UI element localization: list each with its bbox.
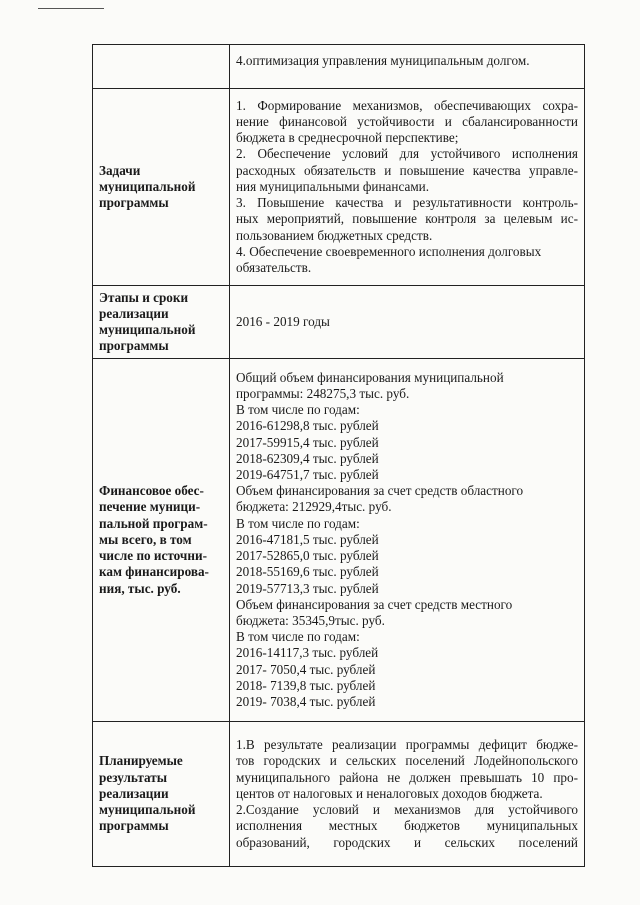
tasks-text-line: нение финансовой устойчивости и сбалансированности: [236, 114, 578, 130]
financing-text-line: бюджета: 35345,9тыс. руб.: [236, 612, 385, 628]
stages-label-line: программы: [99, 338, 169, 354]
financing-label-line: печение муници-: [99, 499, 201, 515]
financing-label-line: кам финансирова-: [99, 564, 209, 580]
financing-content: [230, 359, 585, 722]
financing-text-line: 2018- 7139,8 тыс. рублей: [236, 677, 376, 693]
stages-label: [93, 286, 230, 359]
financing-label-line: мы всего, в том: [99, 531, 192, 547]
results-text-line: 2.Создание условий и механизмов для устойчивого: [236, 802, 578, 818]
financing-text-line: 2016-61298,8 тыс. рублей: [236, 418, 379, 434]
tasks-label: [93, 89, 230, 286]
table-row-results: [93, 722, 585, 867]
financing-text-line: 2017- 7050,4 тыс. рублей: [236, 661, 376, 677]
financing-text-line: бюджета: 212929,4тыс. руб.: [236, 499, 392, 515]
table-row-stages: [93, 286, 585, 359]
program-passport-table: [92, 44, 585, 867]
financing-label: [93, 359, 230, 722]
tasks-text-line: 3. Повышение качества и результативности контроль-: [236, 195, 578, 211]
tasks-text-line: 2. Обеспечение условий для устойчивого исполнения: [236, 146, 578, 162]
financing-text-line: программы: 248275,3 тыс. руб.: [236, 386, 410, 402]
financing-label-line: Финансовое обес-: [99, 483, 204, 499]
financing-text-line: 2019- 7038,4 тыс. рублей: [236, 693, 376, 709]
table-row-financing: [93, 359, 585, 722]
scan-artifact-line: [38, 8, 104, 9]
table-row-optimization: [93, 45, 585, 89]
tasks-text-line: расходных обязательств и повышение качества управле-: [236, 162, 578, 178]
tasks-text-line: бюджета в среднесрочной перспективе;: [236, 130, 459, 146]
results-text-line: муниципального района не должен превышать 10 про-: [236, 769, 578, 785]
results-text-line: образований, городских и сельских поселений: [236, 834, 578, 850]
results-label-line: Планируемые: [99, 753, 183, 769]
stages-label-line: муниципальной: [99, 322, 196, 337]
financing-text-line: 2016-14117,3 тыс. рублей: [236, 645, 379, 661]
financing-text-line: 2018-62309,4 тыс. рублей: [236, 450, 379, 466]
optimization-label-cell: [93, 45, 230, 89]
results-text-line: центов от налоговых и неналоговых доходов бюджета.: [236, 785, 543, 801]
stages-label-line: реализации: [99, 305, 169, 321]
financing-text-line: 2017-59915,4 тыс. рублей: [236, 434, 379, 450]
results-text-line: 1.В результате реализации программы дефицит бюдже-: [236, 737, 578, 753]
tasks-text-line: 4. Обеспечение своевременного исполнения долговых: [236, 243, 542, 259]
financing-text-line: 2017-52865,0 тыс. рублей: [236, 548, 379, 564]
results-label-line: муниципальной: [99, 802, 196, 818]
optimization-content: 4.оптимизация управления муниципальным долгом.: [230, 45, 585, 89]
financing-text-line: 2019-64751,7 тыс. рублей: [236, 467, 379, 483]
results-label-line: реализации: [99, 785, 169, 801]
financing-text-line: 2019-57713,3 тыс. рублей: [236, 580, 379, 596]
financing-label-line: ния, тыс. руб.: [99, 580, 181, 596]
financing-text-line: Объем финансирования за счет средств местного: [236, 596, 513, 612]
financing-text-line: Общий объем финансирования муниципальной: [236, 369, 504, 385]
financing-text-line: В том числе по годам:: [236, 515, 360, 531]
tasks-text-line: 1. Формирование механизмов, обеспечивающих сохра-: [236, 97, 578, 113]
tasks-label-line: программы: [99, 195, 169, 211]
results-text-line: тов городских и сельских поселений Лодейнопольского: [236, 753, 578, 769]
financing-text-line: 2016-47181,5 тыс. рублей: [236, 531, 379, 547]
tasks-text-line: ния муниципальными финансами.: [236, 178, 430, 194]
tasks-text-line: пользованием бюджетных средств.: [236, 227, 433, 243]
financing-text-line: В том числе по годам:: [236, 629, 360, 645]
tasks-label-line: муниципальной: [99, 178, 196, 194]
table-row-tasks: [93, 89, 585, 286]
results-label-line: результаты: [99, 769, 168, 785]
tasks-text-line: обязательств.: [236, 259, 312, 275]
results-label-line: программы: [99, 818, 169, 834]
tasks-label-line: Задачи: [99, 162, 141, 178]
results-text-line: исполнения местных бюджетов муниципальных: [236, 818, 578, 834]
financing-label-line: пальной програм-: [99, 515, 208, 531]
stages-content: 2016 - 2019 годы: [230, 286, 585, 359]
tasks-text-line: ных мероприятий, повышение контроля за целевым ис-: [236, 211, 578, 227]
tasks-content: [230, 89, 585, 286]
financing-label-line: числе по источни-: [99, 548, 207, 564]
financing-text-line: Объем финансирования за счет средств областного: [236, 483, 524, 499]
financing-text-line: В том числе по годам:: [236, 402, 360, 418]
financing-text-line: 2018-55169,6 тыс. рублей: [236, 564, 379, 580]
results-content: [230, 722, 585, 867]
stages-label-line: Этапы и сроки: [99, 289, 189, 305]
results-label: [93, 722, 230, 867]
